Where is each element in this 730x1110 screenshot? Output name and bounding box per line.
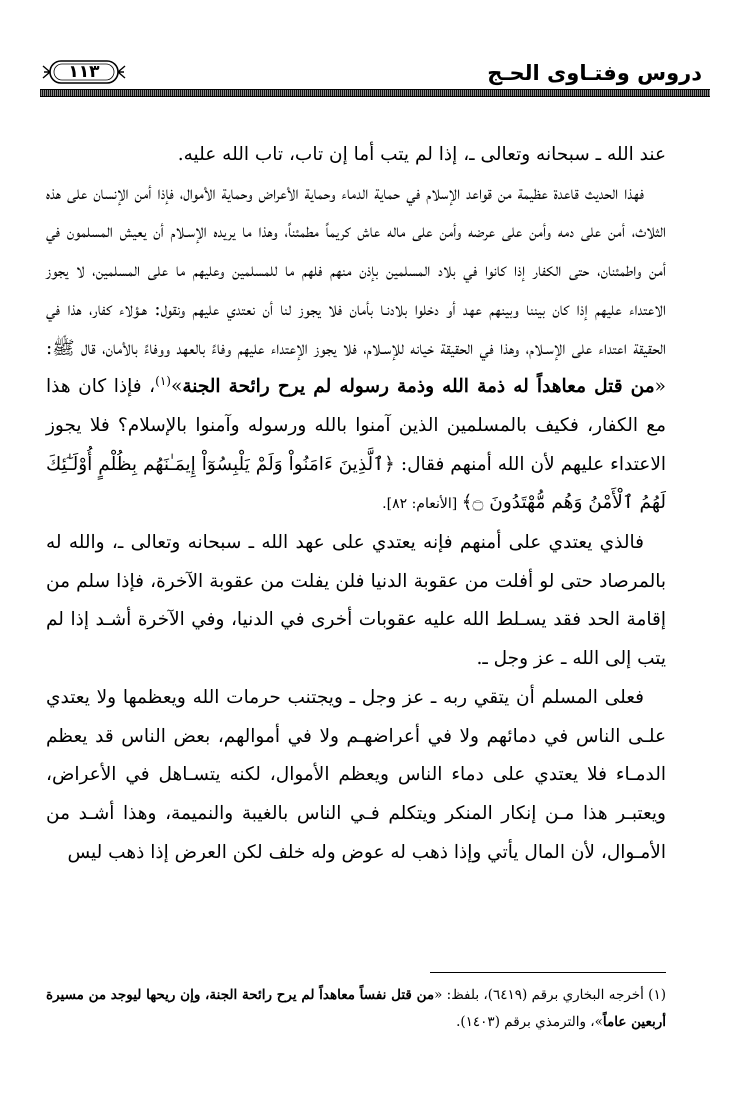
- paragraph-text: فهذا الحديث قاعدة عظيمة من قواعد الإسلام في حماية الدماء وحماية الأعراض وحماية الأموال، فإذا أمن الإنسان على هذه الثلاث، أمن على دمه وأمن على عرضه وأمن على ماله عاش كريماً مطمئناً، وهذا ما يريده الإسـلام أن يعيش المسلمون في أمن واطمئنان، حتى الكفار إذا كانوا في بلاد المسلمين بإذن منهم فلهم ما للمسلمين وعليهم ما على المسلمين، لا يجوز الاعتداء عليهم إذا كان بيننا وبينهم عهد أو دخلوا بلادنـا بأمان فلا يجوز لنا أن نعتدي عليهم ونقول: هـؤلاء كفار، هذا في الحقيقة اعتداء على الإسـلام، وهذا في الحقيقة خيانه للإسـلام، فلا يجوز الإعتداء عليهم وفاءً بالعهد ووفاءً بالأمان، قال ﷺ: «: [46, 182, 667, 398]
- page-header: [40, 52, 710, 102]
- main-text: [46, 136, 666, 872]
- running-title: دروس وفتـاوى الحـج: [487, 61, 702, 85]
- quran-verse: ﴿ٱلَّذِينَ ءَامَنُواْ وَلَمْ يَلْبِسُوٓاْ إِيمَـٰنَهُم بِظُلْمٍ أُوْلَـٰٓئِكَ لَهُمُ ٱلْأَمْنُ وَهُم مُّهْتَدُونَ ۝﴾: [46, 453, 666, 514]
- paragraph: عند الله ـ سبحانه وتعالى ـ، إذا لم يتب أما إن تاب، تاب الله عليه.: [177, 144, 666, 165]
- verse-reference: [الأنعام: ٨٢].: [382, 496, 462, 513]
- footnote-hadith: من قتل نفساً معاهداً لم يرح رائحة الجنة، وإن ريحها ليوجد من مسيرة أربعين عاماً: [46, 987, 666, 1030]
- footnote-text: أخرجه البخاري برقم (٦٤١٩)، بلفظ: «: [434, 987, 649, 1003]
- footnote-reference: (١): [155, 374, 171, 389]
- paragraph: فعلى المسلم أن يتقي ربه ـ عز وجل ـ ويجتنب حرمات الله ويعظمها ولا يعتدي علـى الناس في دمائهم ولا في أعراضهـم ولا في أموالهم، بعض الناس قد يعظم الدمـاء فلا يعتدي على دماء الناس ويعظم الأموال، لكنه يتسـاهل في الأعراض، ويعتبـر هذا مـن إنكار المنكر ويتكلم فـي الناس بالغيبة والنميمة، وهذا أشـد من الأمـوال، لأن المال يأتي وإذا ذهب له عوض وله خلف لكن العرض إذا ذهب ليس: [46, 686, 666, 863]
- hadith-quote: من قتل معاهداً له ذمة الله وذمة رسوله لم يرح رائحة الجنة: [182, 376, 655, 398]
- page-number: ١١٣: [68, 62, 100, 82]
- footnote-marker: (١): [648, 987, 666, 1003]
- header-rule: [40, 89, 710, 97]
- paragraph: فالذي يعتدي على أمنهم فإنه يعتدي على عهد الله ـ سبحانه وتعالى ـ، والله له بالمرصاد حتى لو أفلت من عقوبة الدنيا فلن يفلت من عقوبة الآخرة، فإذا سلم من إقامة الحد فقد يسـلط الله عليه عقوبات أخرى في الدنيا، وفي الآخرة أشـد إذا لم يتب إلى الله ـ عز وجل ـ.: [46, 532, 666, 670]
- footnote-text: »، والترمذي برقم (١٤٠٣).: [456, 1014, 603, 1030]
- footnote: [46, 982, 666, 1036]
- footnote-separator: [430, 972, 666, 973]
- page-number-ornament: [42, 58, 126, 86]
- quote-close: »: [170, 376, 183, 398]
- paragraph: [46, 175, 666, 524]
- paragraph-text: ، فإذا كان هذا مع الكفار، فكيف بالمسلمين الذين آمنوا بالله ورسوله وآمنوا بالإسلام؟ فلا يجوز الاعتداء عليهم لأن الله أمنهم فقال:: [46, 376, 667, 475]
